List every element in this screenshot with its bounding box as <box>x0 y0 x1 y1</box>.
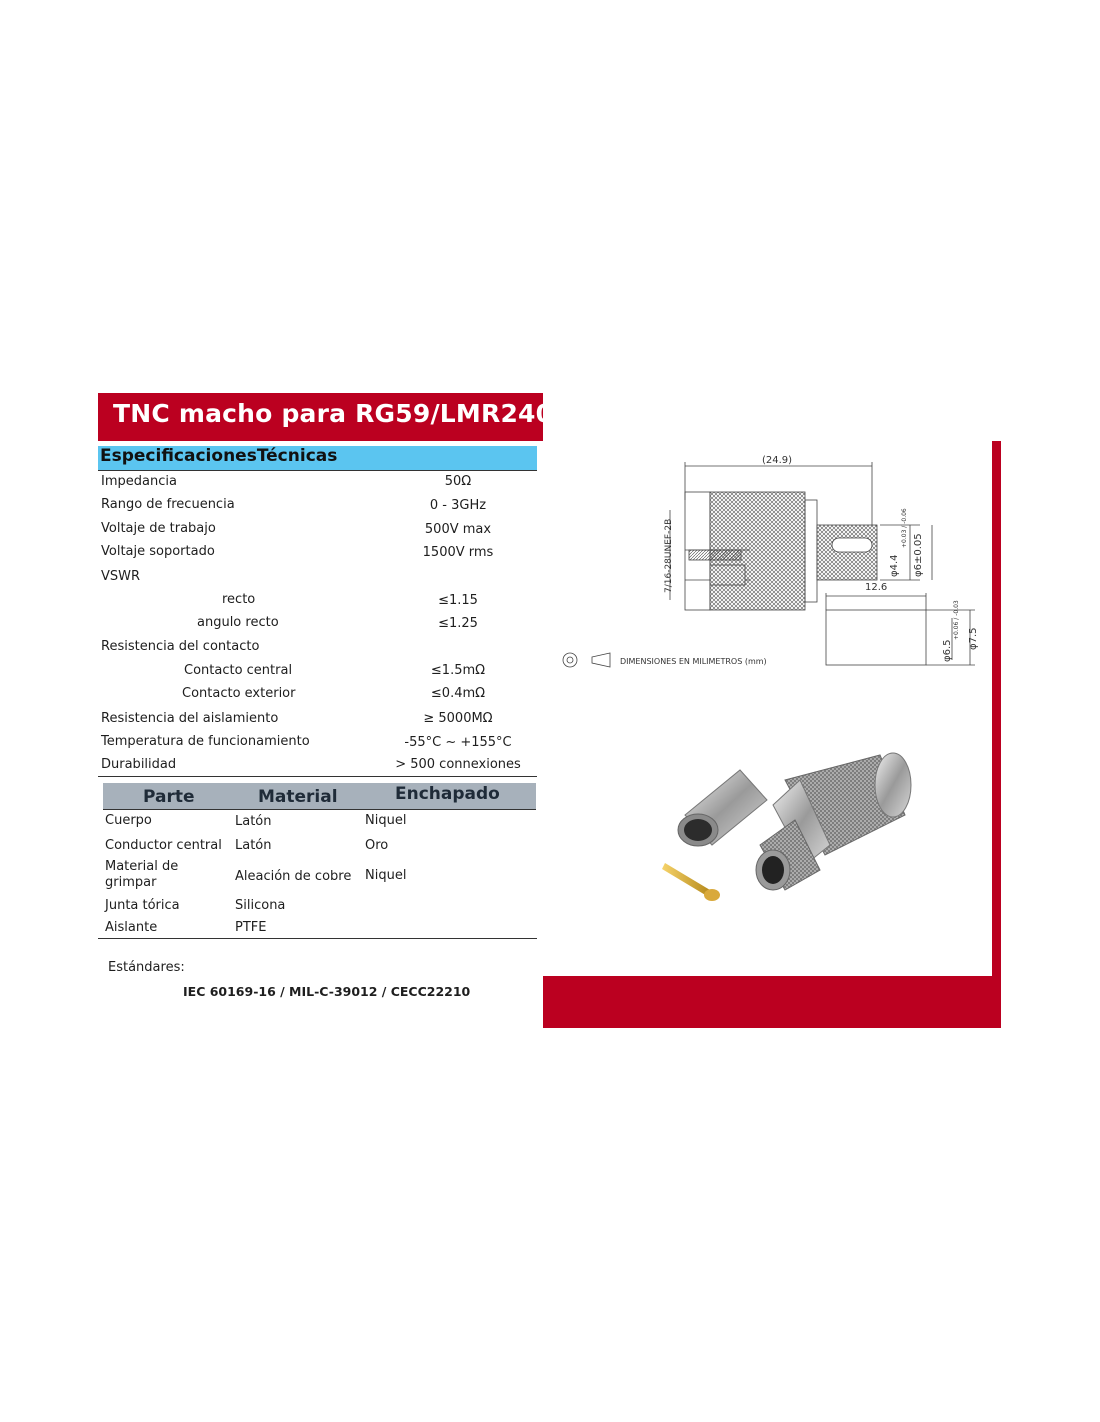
dim-d1-tol: +0.03 / -0.06 <box>901 508 908 548</box>
row-material: Silicona <box>235 898 286 913</box>
dimension-drawing <box>560 450 990 675</box>
ferrule-image <box>678 770 767 846</box>
temp-label: Temperatura de funcionamiento <box>101 734 310 749</box>
row-material: PTFE <box>235 920 267 935</box>
row-material: Latón <box>235 814 272 829</box>
vswr-angle-label: angulo recto <box>197 615 279 630</box>
work-voltage-label: Voltaje de trabajo <box>101 521 216 536</box>
row-part: Conductor central <box>105 838 222 853</box>
vswr-label: VSWR <box>101 569 141 584</box>
dim-ferrule-length: 12.6 <box>865 582 888 593</box>
col-header-part: Parte <box>143 787 195 807</box>
dim-d3-tol: +0.06 / -0.03 <box>953 600 960 640</box>
vswr-straight-label: recto <box>222 592 256 607</box>
accent-bar-vertical <box>992 441 1001 977</box>
title-banner <box>98 393 554 441</box>
vswr-angle-value: ≤1.25 <box>438 616 478 631</box>
central-contact-label: Contacto central <box>184 663 293 678</box>
row-plating: Oro <box>365 838 389 853</box>
materials-header <box>103 783 536 809</box>
row-material: Latón <box>235 838 272 853</box>
withstand-label: Voltaje soportado <box>101 544 215 559</box>
freq-label: Rango de frecuencia <box>101 497 235 512</box>
insulation-value: ≥ 5000MΩ <box>423 711 493 726</box>
temp-value: -55°C ~ +155°C <box>404 735 512 750</box>
impedance-label: Impedancia <box>101 474 177 489</box>
durability-label: Durabilidad <box>101 757 177 772</box>
standards-label: Estándares: <box>108 960 185 975</box>
accent-bar-footer <box>543 976 1001 1028</box>
divider <box>98 470 537 471</box>
dim-d4: φ7.5 <box>968 627 979 650</box>
divider <box>103 809 536 810</box>
dim-thread: 7/16-28UNEF-2B <box>664 518 674 593</box>
durability-value: > 500 connexiones <box>395 757 521 772</box>
row-part: Aislante <box>105 920 158 935</box>
divider <box>98 938 537 939</box>
work-voltage-value: 500V max <box>424 522 492 537</box>
impedance-value: 50Ω <box>444 474 472 489</box>
connector-body-image <box>756 753 911 890</box>
insulation-label: Resistencia del aislamiento <box>101 711 279 726</box>
divider <box>98 776 537 777</box>
dim-overall-length: (24.9) <box>762 455 793 466</box>
standards-value: IEC 60169-16 / MIL-C-39012 / CECC22210 <box>183 984 471 999</box>
product-photo <box>655 745 915 910</box>
center-pin-image <box>662 863 720 901</box>
contact-res-label: Resistencia del contacto <box>101 639 260 654</box>
row-part: Material de grimpar <box>105 859 179 890</box>
dim-d3: φ6.5 <box>942 639 953 662</box>
col-header-plating: Enchapado <box>395 784 500 804</box>
dim-d1: φ4.4 <box>889 554 900 577</box>
row-plating: Niquel <box>365 813 407 828</box>
page-title: TNC macho para RG59/LMR240 <box>113 399 554 428</box>
col-header-material: Material <box>258 787 338 807</box>
dim-d2: φ6±0.05 <box>913 533 924 577</box>
units-note: DIMENSIONES EN MILIMETROS (mm) <box>620 657 767 666</box>
outer-contact-label: Contacto exterior <box>182 686 296 701</box>
freq-value: 0 - 3GHz <box>429 498 487 513</box>
row-material: Aleación de cobre <box>235 869 352 884</box>
row-part: Cuerpo <box>105 813 152 828</box>
row-plating: Niquel <box>365 868 407 883</box>
withstand-value: 1500V rms <box>422 545 494 560</box>
central-contact-value: ≤1.5mΩ <box>430 663 486 678</box>
outer-contact-value: ≤0.4mΩ <box>430 686 486 701</box>
spec-header <box>98 446 537 470</box>
vswr-straight-value: ≤1.15 <box>438 593 478 608</box>
spec-heading: EspecificacionesTécnicas <box>100 446 338 466</box>
row-part: Junta tórica <box>105 898 180 913</box>
